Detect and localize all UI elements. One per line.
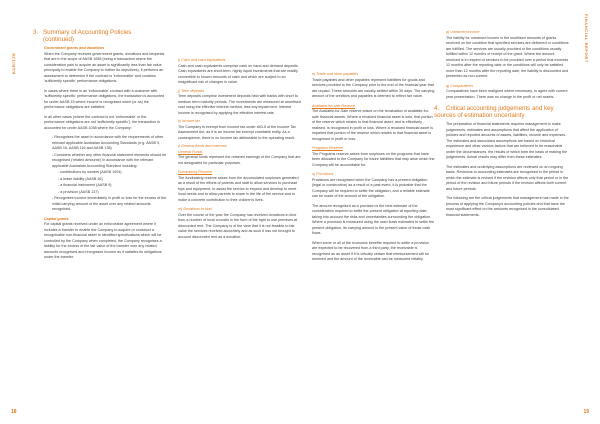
comparatives-text: Comparatives have been realigned where necessary, to agree with current year presentation. There was no change in the profit or net assets.: [446, 89, 568, 99]
comparatives-heading: q) Comparatives: [446, 83, 474, 88]
programs-reserve-text: The Programs reserve arises from surpluses on the programs that have been allocated to the Company for future liabilities that may arise which the Company will be accountable for.: [312, 151, 435, 167]
afs-reserve-text: The Available-for-Sale reserve arises on the revaluation of available-for-sale financial assets. Where a revalued financial asset is sold, that portion of the reserve which relates to that financial asset, and is effectively realised, is recognised in profit or loss. Where a revalued financial asset is impaired that portion of the reserve which relates to that financial asset is recognised in profit or loss.: [312, 109, 433, 141]
sub-bullet-3: - a financial instrument (AASB 9): [58, 183, 112, 187]
income-tax-section: [178, 119, 301, 141]
payables-text: Trade payables and other payables represent liabilities for goods and services provided to the Company prior to the end of the financial year that are unpaid. These amounts are usually settled within 30 days. The carrying amount of the creditors and payables is deemed to reflect fair value.: [312, 77, 435, 98]
general-funds-text: The general funds represent the retained earnings of the Company that are not designated for particular purposes.: [178, 155, 301, 165]
funds-reserves-section: [178, 144, 301, 203]
column-4: [434, 30, 569, 222]
grants-heading: Government grants and donations: [44, 46, 105, 50]
section-4-heading: Critical accounting judgements and key sources of estimation uncertainty: [434, 105, 554, 119]
provisions-paragraph-3: When some or all of the economic benefits required to settle a provision are expected to be recovered from a third party, the receivable is recognised as an asset if it is virtually certain that reimbursement will be received and the amount of the receivable can be measured reliably.: [312, 240, 430, 261]
unearned-income-heading: p) Unearned income: [446, 30, 480, 34]
grants-paragraph-3: In all other cases (where the contract is not 'enforceable' or the performance obligations are not 'sufficiently specific'), the transaction is accounted for under AASB 1058 where the Company:: [44, 114, 160, 130]
grants-bullet-1: - Recognises the asset in accordance with the requirements of other relevant applicable Australian Accounting Standards (e.g. AASB 9, AASB 16, AASB 116 and AASB 138): [52, 135, 164, 150]
income-tax-heading: k) Income tax: [178, 119, 201, 123]
afs-reserve-heading: Available-for-sale Reserve: [312, 103, 356, 108]
sub-bullet-2: - a lease liability (AASB 16): [58, 176, 103, 181]
provisions-paragraph-1: Provisions are recognised when the Company has a present obligation (legal or constructive) as a result of a past event, it is probable that the Company will be required to settle the obligation, and a reliable estimate can be made of the amount of the obligation.: [312, 177, 430, 198]
grants-bullet-list: [44, 135, 167, 213]
section-3-title: [33, 29, 213, 43]
provisions-heading: o) Provisions: [312, 172, 334, 176]
grants-sub-bullets: [52, 170, 167, 195]
section-3-number: 3.: [33, 29, 39, 36]
right-running-head: FINANCIAL REPORT: [584, 14, 589, 63]
unearned-income-section: [446, 30, 569, 80]
fundraising-reserve-heading: Fundraising Reserve: [178, 170, 213, 174]
cash-heading: i) Cash and cash equivalents: [178, 58, 226, 62]
page-number-left: 18: [11, 409, 17, 415]
section-4-paragraph-1: The preparation of financial statements requires management to make judgements, estimates and assumptions that affect the application of policies and reported amounts of assets, liabilities, income and expenses. The estimates and associated assumptions are based on historical experience and other various factors that are believed to be reasonable under the circumstances, the results of which form the basis of making the judgements. Actual results may differ from these estimates.: [446, 122, 568, 159]
provisions-section: [312, 172, 435, 263]
donations-in-kind-text: Over the course of the year the Company has received donations in kind from a number of local councils in the form of the right to use premises at discounted rent. The Company is of the view that it is not feasible to fair value the services received accurately and as such it has not brought to account discounted rent as a donation.: [178, 212, 298, 239]
provisions-paragraph-2: The amount recognised as a provision is the best estimate of the consideration required to settle the present obligation at reporting date, taking into account the risks and uncertainties surrounding the obligation. Where a provision is measured using the cash flows estimated to settle the present obligation, its carrying amount is the present value of those cash flows.: [312, 203, 435, 235]
grants-bullet-2: - Considers whether any other financial statement elements should be recognised ('related amounts') in accordance with the relevant applicable Australian Accounting Standard including:: [52, 152, 167, 168]
payables-section: [312, 72, 435, 168]
cash-section: [178, 58, 301, 86]
donations-in-kind-heading: m) Donations in kind: [178, 207, 212, 211]
income-tax-text: The Company is exempt from income tax under s50-5 of the Income Tax Assessment Act, as it is an income tax exempt charitable entity. As a consequence, there is no income tax attributable to the operating result.: [178, 124, 296, 140]
general-funds-heading: General Funds: [178, 149, 203, 154]
donations-in-kind-section: [178, 207, 301, 240]
programs-reserve-heading: Programs Reserve: [312, 146, 343, 150]
column-1: [44, 44, 167, 265]
capital-grants-paragraph: For capital grants received under an enforceable agreement where it includes a transfer to enable the Company to acquire or construct a recognisable non-financial asset to identified specifications which will be controlled by the Company when completed, the Company recognises a liability for the excess of the fair value of the transfer over any related amounts recognised and recognises income as it satisfies its obligations under the transfer.: [44, 222, 162, 259]
section-4-paragraph-2: The estimates and underlying assumptions are reviewed on an ongoing basis. Revisions to accounting estimates are recognised in the period in which the estimate is revised if the revision affects only that period or in the period of the revision and future periods if the revision affects both current and future periods.: [446, 164, 569, 191]
column-3: [312, 72, 435, 267]
section-3-continued: (continued): [43, 36, 74, 43]
cash-text: Cash and cash equivalents comprise cash on hand and demand deposits. Cash equivalents are short-term, highly liquid investments that are readily convertible to known amounts of cash and which are subject to an insignificant risk of changes in value.: [178, 63, 299, 84]
grants-paragraph-2: In cases where there is an 'enforceable' contract with a customer with 'sufficiently specific' performance obligations, the transaction is accounted for under AASB 15 where income is recognised when (or as) the performance obligations are satisfied.: [44, 88, 165, 109]
section-4-paragraph-3: The following are the critical judgements that management has made in the process of applying the Company's accounting policies and that have the most significant effect on the amounts recognised in the consolidated financial statements.: [446, 196, 569, 217]
grants-bullet-3: - Recognises income immediately in profit or loss for the excess of the initial carrying amount of the asset over any related amounts recognised.: [52, 196, 167, 211]
column-2: [178, 58, 301, 243]
page-number-right: 19: [583, 409, 589, 415]
payables-heading: n) Trade and other payables: [312, 72, 359, 76]
comparatives-section: [446, 84, 569, 101]
fundraising-reserve-text: The fundraising reserve arises from the accumulated surpluses generated as a result of the efforts of parents and staff to allow services to purchase toys and equipment, to assist the service to expand and develop to meet local needs and to allow parents to share in the life of the service and to make a concrete contribution to their children's lives.: [178, 175, 299, 202]
left-running-head: KURITZE: [11, 52, 16, 74]
term-deposits-heading: j) Term deposits: [178, 88, 205, 93]
section-4-title: [434, 105, 569, 119]
unearned-income-text: The liability for unearned income is the unutilised amounts of grants received on the condition that specified services are delivered or conditions are fulfilled. The services are usually provided or the conditions usually fulfilled within 12 months of receipt of the grant. Where the amount received is in respect of services to be provided over a period that exceeds 12 months after the reporting date or the conditions will only be satisfied more than 12 months after the reporting date, the liability is discounted and presented as non-current.: [446, 35, 569, 78]
term-deposits-text: Term deposits comprise investment deposits held with banks with short to medium term maturity periods. The investments are measured at amortised cost using the effective interest method, less any impairment. Interest income is recognised by applying the effective interest rate.: [178, 94, 301, 115]
sub-bullet-1: - contributions by owners (AASB 1004): [58, 170, 122, 174]
sub-bullet-4: - a provision (AASB 137): [58, 189, 99, 194]
capital-grants-heading: Capital grants: [44, 216, 69, 221]
section-4-number: 4.: [434, 105, 440, 112]
section-3-heading: Summary of Accounting Policies: [43, 29, 132, 36]
funds-reserves-heading: l) General funds and reserves: [178, 144, 227, 148]
grants-paragraph-1: When the Company receives government grants, donations and bequests that are in the scope of AASB 1058 (being a transaction where the consideration paid to acquire an asset is significantly less than fair value principally to enable the Company to further its objectives), it performs an assessment to determine if the contract is 'enforceable' and contains 'sufficiently specific' performance obligations.: [44, 51, 165, 83]
term-deposits-section: [178, 89, 301, 117]
